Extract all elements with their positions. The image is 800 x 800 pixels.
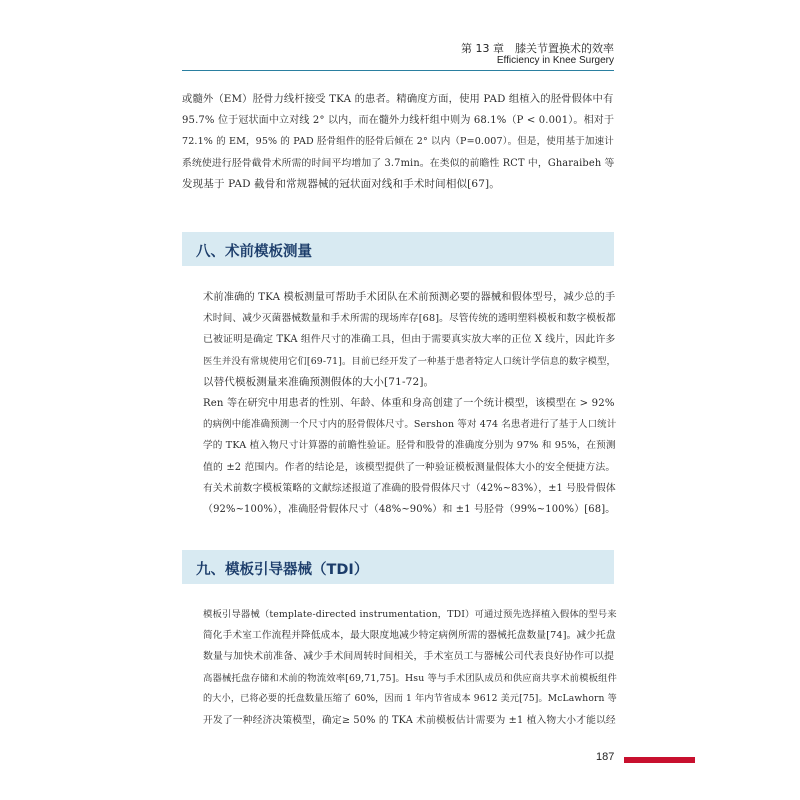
text-line: 或髓外（EM）胫骨力线杆接受 TKA 的患者。精确度方面，使用 PAD 组植入的胫骨假体中有 xyxy=(182,93,614,105)
text-line: 以替代模板测量来准确预测假体的大小[71-72]。 xyxy=(203,375,435,388)
chapter-english-title: Efficiency in Knee Surgery xyxy=(496,55,614,66)
text-line: 的病例中能准确预测一个尺寸内的胫骨假体尺寸。Sershon 等对 474 名患者进行了基于人口统计 xyxy=(203,419,617,431)
text-line: 系统使进行胫骨截骨术所需的时间平均增加了 3.7min。在类似的前瞻性 RCT 中，Gharaibeh 等 xyxy=(182,157,615,169)
text-line: 模板引导器械（template-directed instrumentation，TDI）可通过预先选择植入假体的型号来 xyxy=(203,609,617,620)
text-line: 的大小，已将必要的托盘数量压缩了 60%，因而 1 年内节省成本 9612 美元[75]。McLawhorn 等 xyxy=(203,693,617,704)
text-line: 开发了一种经济决策模型，确定≥ 50% 的 TKA 术前模板估计需要为 ±1 植入物大小才能以经 xyxy=(203,715,616,727)
header-rule xyxy=(182,70,614,71)
text-line: 发现基于 PAD 截骨和常规器械的冠状面对线和手术时间相似[67]。 xyxy=(182,177,500,190)
section-heading-9 xyxy=(182,550,614,584)
text-line: 72.1% 的 EM，95% 的 PAD 胫骨组件的胫骨后倾在 2° 以内（P=0.007）。但是，使用基于加速计 xyxy=(182,136,614,148)
section-heading-8 xyxy=(182,232,614,266)
section9-paragraph-1 xyxy=(182,604,618,731)
section8-paragraph-1 xyxy=(182,287,614,393)
text-line: （92%~100%），准确胫骨假体尺寸（48%~90%）和 ±1 号胫骨（99%~100%）[68]。 xyxy=(203,504,616,516)
chapter-title: 第 13 章 膝关节置换术的效率 xyxy=(461,42,614,55)
text-line: 术前准确的 TKA 模板测量可帮助手术团队在术前预测必要的器械和假体型号，减少总的手 xyxy=(203,292,616,303)
section-title: 八、术前模板测量 xyxy=(196,244,312,260)
text-line: 已被证明是确定 TKA 组件尺寸的准确工具，但由于需要真实放大率的正位 X 线片，因此许多 xyxy=(203,334,616,346)
text-line: Ren 等在研究中用患者的性别、年龄、体重和身高创建了一个统计模型，该模型在 > 92% xyxy=(203,398,615,409)
text-line: 学的 TKA 植入物尺寸计算器的前瞻性验证。胫骨和股骨的准确度分别为 97% 和 95%，在预测 xyxy=(203,440,616,452)
text-line: 简化手术室工作流程并降低成本，最大限度地减少特定病例所需的器械托盘数量[74]。减少托盘 xyxy=(203,630,616,642)
text-line: 医生并没有常规使用它们[69-71]。目前已经开发了一种基于患者特定人口统计学信息的数字模型， xyxy=(203,355,616,367)
intro-paragraph xyxy=(182,89,614,195)
text-line: 高器械托盘存储和术前的物流效率[69,71,75]。Hsu 等与手术团队成员和供应商共享术前模板组件 xyxy=(203,672,618,684)
page-number: 187 xyxy=(596,751,615,763)
section-title: 九、模板引导器械（TDI） xyxy=(196,562,369,578)
section8-paragraph-2 xyxy=(182,393,617,520)
footer-accent-bar xyxy=(624,757,695,763)
text-line: 有关术前数字模板策略的文献综述报道了准确的股骨假体尺寸（42%~83%），±1 号股骨假体 xyxy=(203,482,616,494)
text-line: 值的 ±2 范围内。作者的结论是，该模型提供了一种验证模板测量假体大小的安全便捷方法。 xyxy=(203,461,616,473)
text-line: 数量与加快术前准备、减少手术间周转时间相关，手术室员工与器械公司代表良好协作可以提 xyxy=(203,651,615,663)
text-line: 术时间、减少灭菌器械数量和手术所需的现场库存[68]。尽管传统的透明塑料模板和数字模板都 xyxy=(203,313,616,325)
text-line: 95.7% 位于冠状面中立对线 2° 以内，而在髓外力线杆组中则为 68.1%（P < 0.001）。相对于 xyxy=(182,115,615,127)
